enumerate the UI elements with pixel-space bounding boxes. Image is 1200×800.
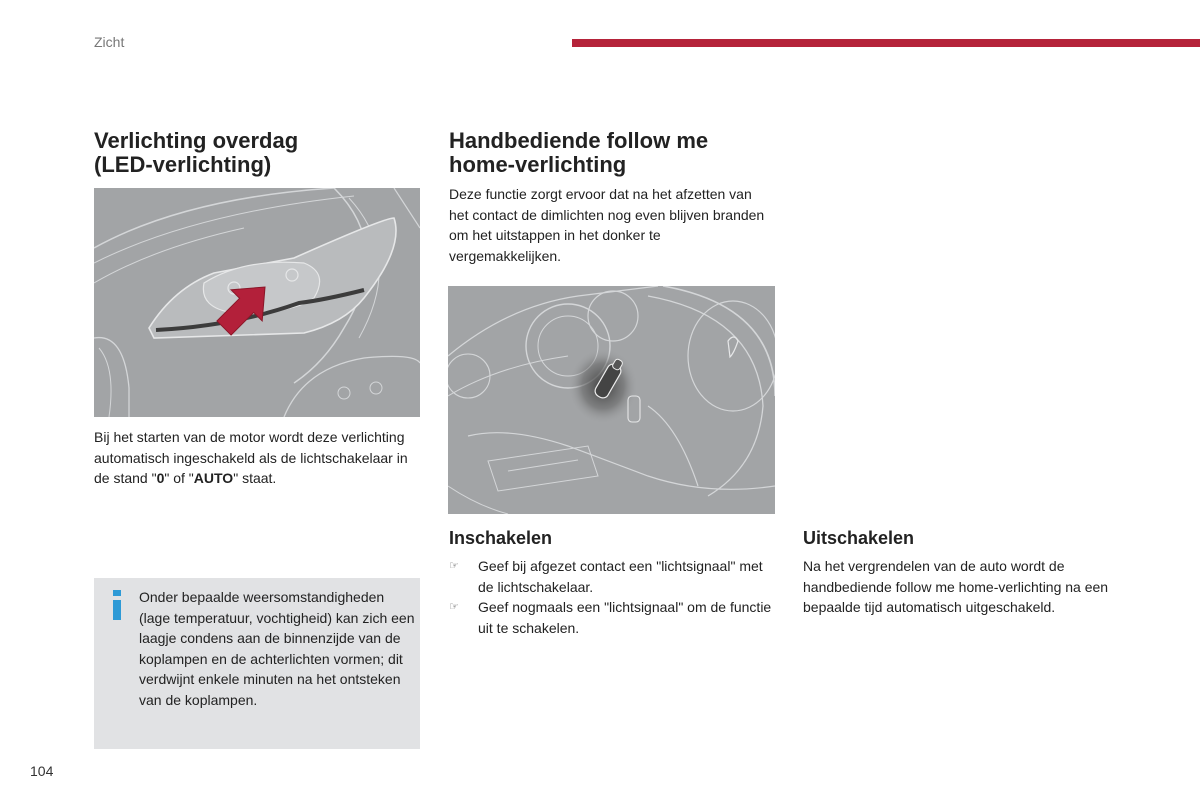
- daytime-lights-description: [94, 427, 424, 489]
- follow-me-title-line2: home-verlichting: [449, 152, 627, 177]
- info-icon: [110, 590, 124, 620]
- switch-position-0: 0: [156, 470, 165, 486]
- follow-me-intro: Deze functie zorgt ervoor dat na het afzetten van het contact de dimlichten nog even blijven branden om het uitstappen in het donker te vergemakkelijken.: [449, 186, 765, 264]
- switch-on-title: Inschakelen: [449, 528, 553, 548]
- step-text: Geef bij afgezet contact een "lichtsignaal" met de lichtschakelaar.: [478, 558, 763, 595]
- daytime-lights-title-line1: Verlichting overdag: [94, 128, 299, 153]
- switch-off-title: Uitschakelen: [803, 528, 915, 548]
- switch-off-text: Na het vergrendelen van de auto wordt de handbediende follow me home-verlichting na een bepaalde tijd automatisch uitgeschakeld.: [803, 558, 1109, 615]
- daytime-lights-title-line2: (LED-verlichting): [94, 152, 272, 177]
- dashboard-illustration: [448, 286, 775, 514]
- list-item: [449, 556, 779, 597]
- step-text: Geef nogmaals een "lichtsignaal" om de functie uit te schakelen.: [478, 599, 772, 636]
- description-part3: " staat.: [233, 470, 277, 486]
- section-label: Zicht: [94, 34, 125, 50]
- follow-me-title: [449, 129, 809, 177]
- daytime-lights-title: [94, 129, 424, 177]
- switch-on-steps: [449, 556, 779, 638]
- list-item: [449, 597, 779, 638]
- headlight-illustration: [94, 188, 420, 417]
- pointing-hand-bullet-icon: ☞: [449, 601, 459, 613]
- pointing-hand-bullet-icon: ☞: [449, 560, 459, 572]
- follow-me-title-line1: Handbediende follow me: [449, 128, 709, 153]
- info-text: Onder bepaalde weersomstandigheden (lage temperatuur, vochtigheid) kan zich een laagje condens aan de binnenzijde van de koplampen en de achterlichten vormen; dit verdwijnt enkele minuten na het ontsteken van de koplampen.: [139, 589, 415, 708]
- header-accent-bar: [572, 39, 1200, 47]
- switch-position-auto: AUTO: [193, 470, 234, 486]
- description-part2: " of ": [164, 470, 194, 486]
- description-part1: Bij het starten van de motor wordt deze verlichting automatisch ingeschakeld als de lichtschakelaar in de stand ": [94, 429, 408, 486]
- page-number: 104: [30, 763, 54, 779]
